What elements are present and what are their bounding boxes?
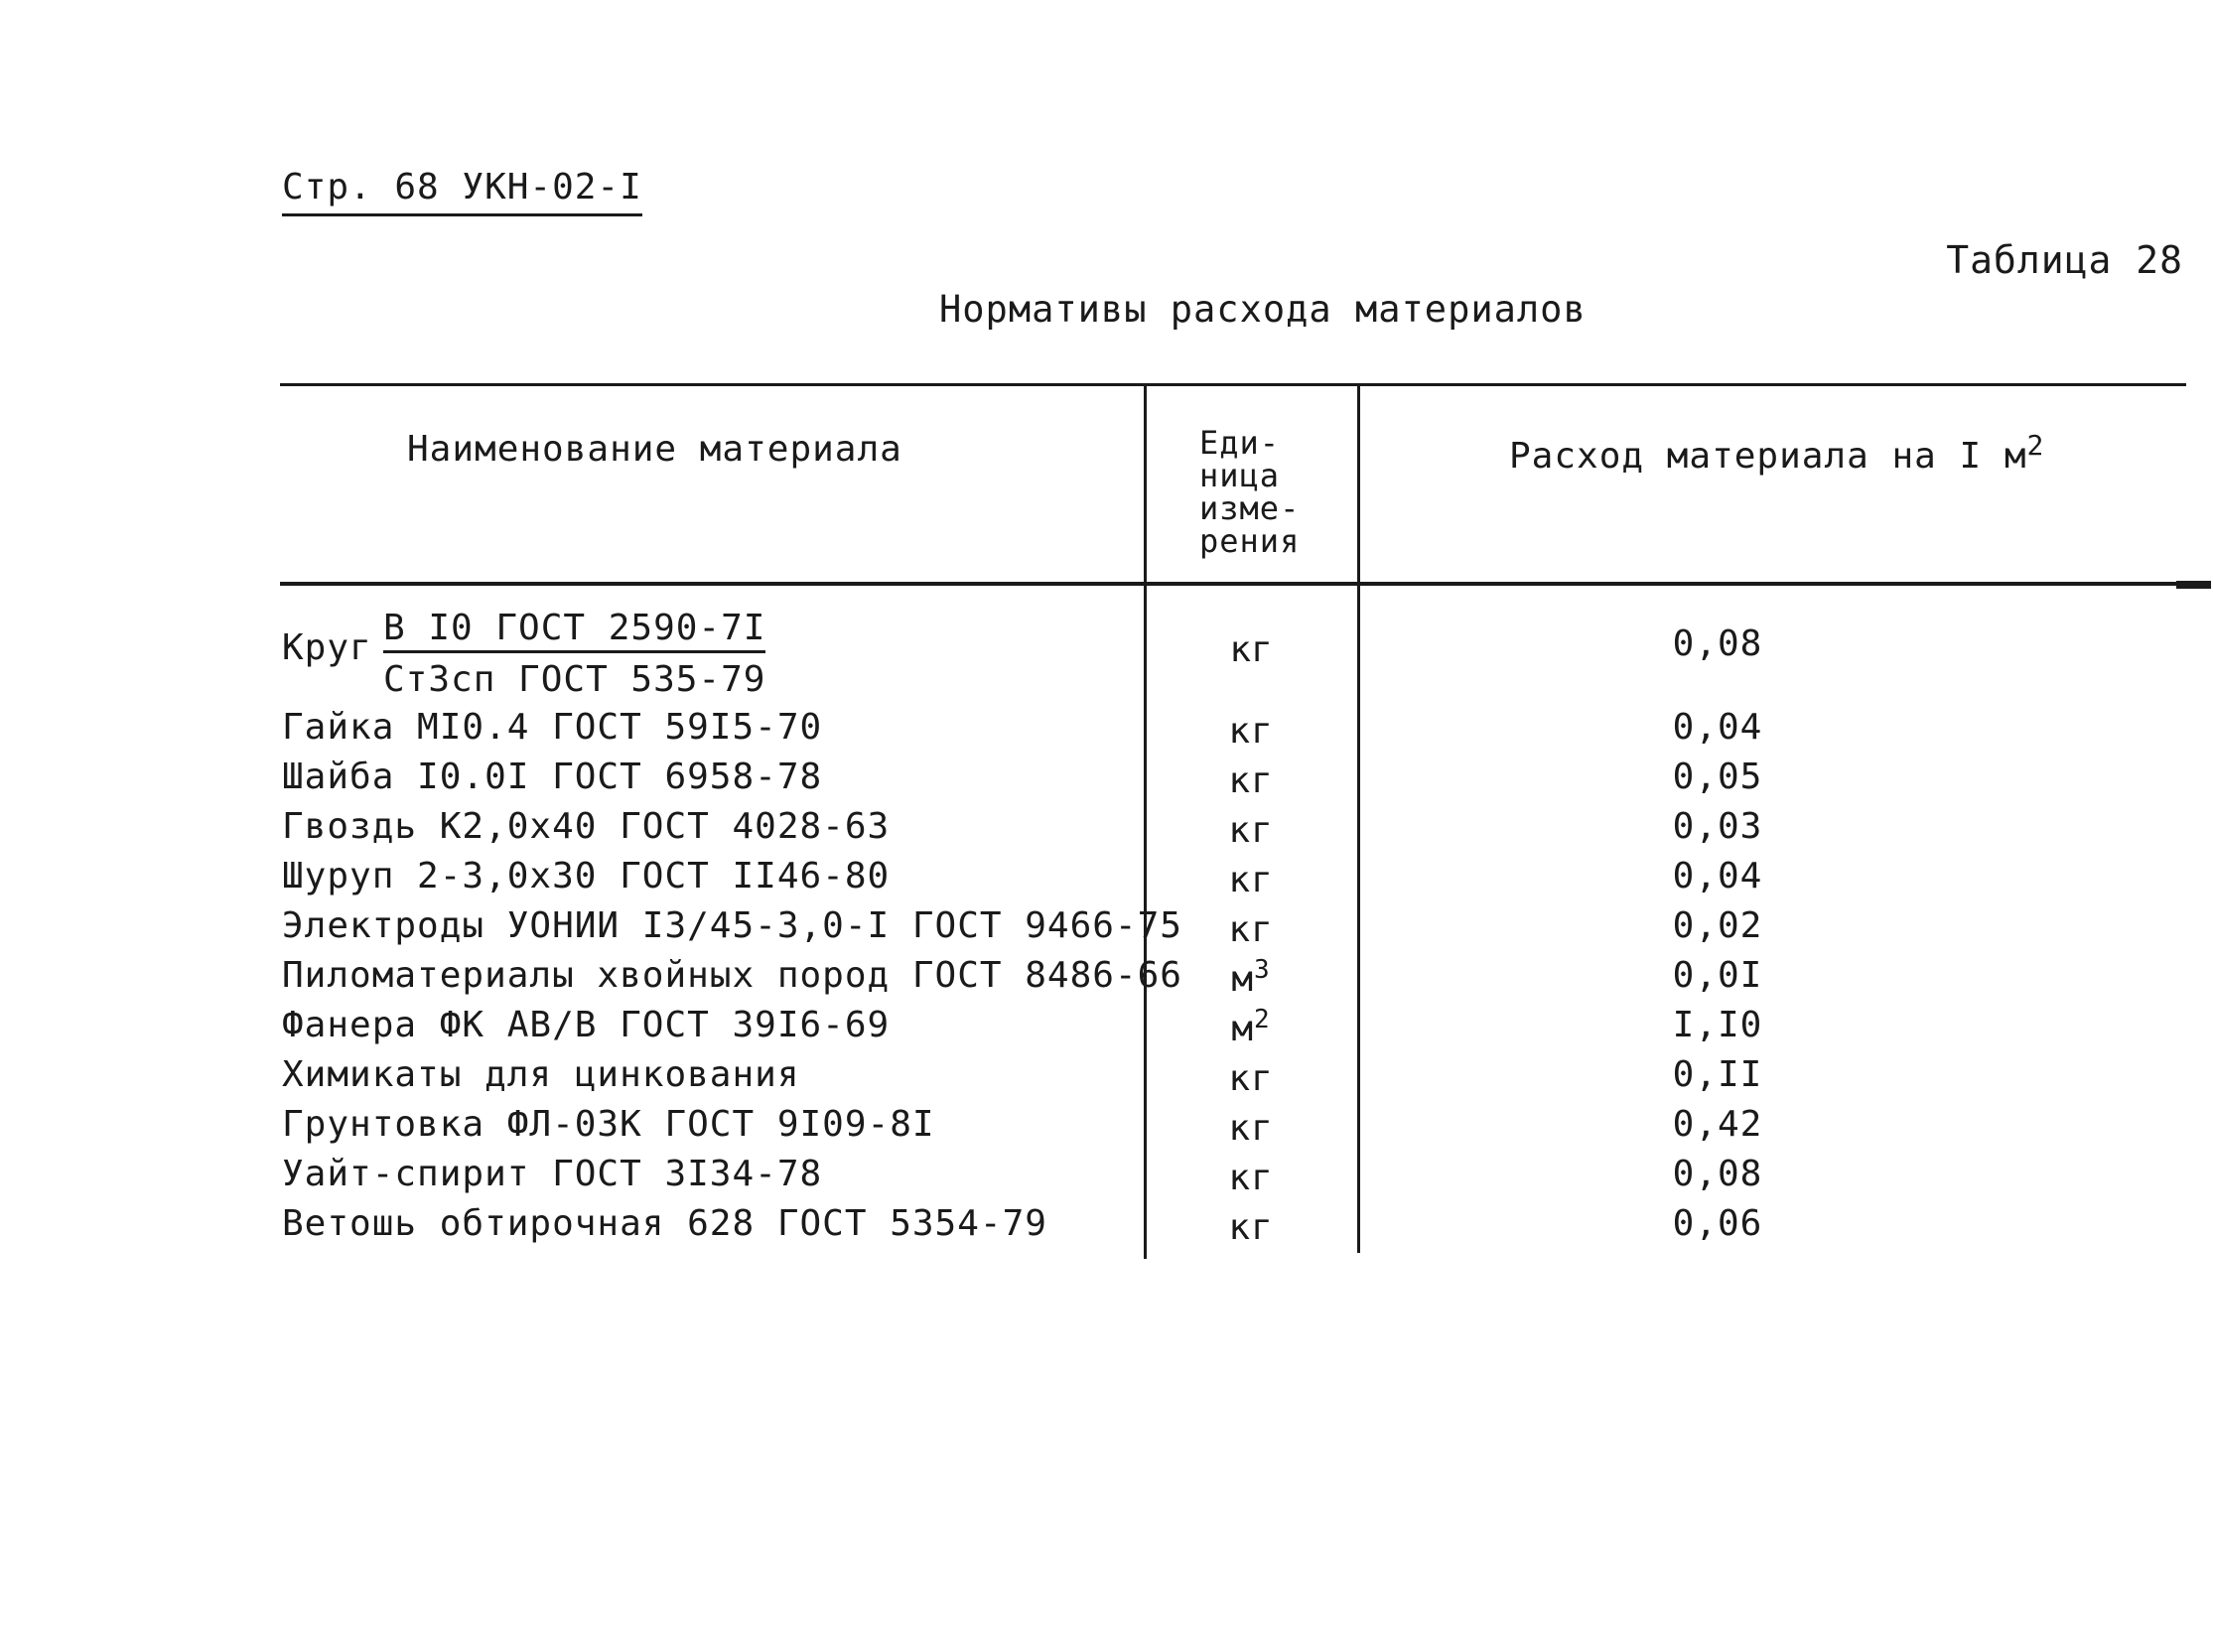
table-row — [0, 707, 2213, 757]
row-name: Фанера ФК АВ/В ГОСТ 39I6-69 — [282, 1005, 891, 1045]
first-row-denominator: Ст3сп ГОСТ 535-79 — [383, 659, 766, 700]
unit-header-line: рения — [1199, 522, 1301, 560]
table-row — [0, 757, 2213, 806]
row-unit: кг — [1228, 1207, 1274, 1248]
row-value: 0,04 — [1672, 856, 1763, 896]
table-row — [0, 806, 2213, 856]
consumption-header-text: Расход материала на I м — [1509, 436, 2027, 477]
row-name: Ветошь обтирочная 628 ГОСТ 5354-79 — [282, 1203, 1047, 1244]
unit-header-line: изме- — [1199, 489, 1301, 527]
row-value: 0,II — [1672, 1054, 1763, 1095]
header-rule-end-mark — [2176, 581, 2211, 589]
header-bottom-rule — [280, 582, 2211, 586]
row-unit: кг — [1228, 860, 1274, 900]
row-unit: кг — [1228, 810, 1274, 851]
table-number: Таблица 28 — [1946, 238, 2183, 282]
consumption-header-sup: 2 — [2026, 429, 2045, 462]
column-header-unit — [1199, 424, 1328, 560]
row-name: Электроды УОНИИ I3/45-3,0-I ГОСТ 9466-75 — [282, 905, 1182, 946]
row-value: 0,0I — [1672, 955, 1763, 996]
row-name: Уайт-спирит ГОСТ 3I34-78 — [282, 1154, 823, 1194]
row-unit: кг — [1228, 1058, 1274, 1099]
row-value: 0,02 — [1672, 905, 1763, 946]
row-name: Пиломатериалы хвойных пород ГОСТ 8486-66 — [282, 955, 1182, 996]
row-value: 0,42 — [1672, 1104, 1763, 1145]
row-value: 0,08 — [1672, 1154, 1763, 1194]
row-value: 0,05 — [1672, 757, 1763, 797]
row-value: I,I0 — [1672, 1005, 1763, 1045]
row-value: 0,04 — [1672, 707, 1763, 748]
first-row-numerator: В I0 ГОСТ 2590-7I — [383, 608, 765, 653]
row-unit: $м^3$ — [1231, 955, 1271, 1000]
row-value: 0,03 — [1672, 806, 1763, 847]
row-unit: кг — [1228, 711, 1274, 752]
row-unit: кг — [1228, 1108, 1274, 1149]
unit-header-line: Еди- — [1199, 424, 1281, 462]
unit-header-line: ница — [1199, 457, 1281, 494]
table-title: Нормативы расхода материалов — [939, 288, 1587, 331]
page-reference: Стр. 68 УКН-02-I — [282, 167, 642, 216]
row-name: Шайба I0.0I ГОСТ 6958-78 — [282, 757, 823, 797]
table-row — [0, 905, 2213, 955]
table-row — [0, 1054, 2213, 1104]
row-name: Гайка MI0.4 ГОСТ 59I5-70 — [282, 707, 823, 748]
row-name: Грунтовка ФЛ-03К ГОСТ 9I09-8I — [282, 1104, 935, 1145]
first-row-value: 0,08 — [1672, 623, 1763, 664]
first-row-prefix: Круг — [282, 627, 372, 668]
row-name: Химикаты для цинкования — [282, 1054, 800, 1095]
row-unit: кг — [1228, 760, 1274, 801]
table-row — [0, 1154, 2213, 1203]
row-unit: кг — [1228, 1158, 1274, 1198]
row-value: 0,06 — [1672, 1203, 1763, 1244]
table-top-rule — [280, 383, 2186, 386]
table-row — [0, 955, 2213, 1005]
row-name: Шуруп 2-3,0x30 ГОСТ II46-80 — [282, 856, 891, 896]
row-unit: кг — [1228, 909, 1274, 950]
first-row-unit: кг — [1229, 629, 1273, 670]
table-row — [0, 1104, 2213, 1154]
row-name: Гвоздь К2,0x40 ГОСТ 4028-63 — [282, 806, 891, 847]
column-header-consumption — [1509, 429, 2044, 477]
table-row — [0, 1203, 2213, 1253]
table-row — [0, 1005, 2213, 1054]
table-row — [0, 856, 2213, 905]
column-header-name: Наименование материала — [407, 429, 902, 470]
row-unit: $м^2$ — [1231, 1005, 1271, 1049]
